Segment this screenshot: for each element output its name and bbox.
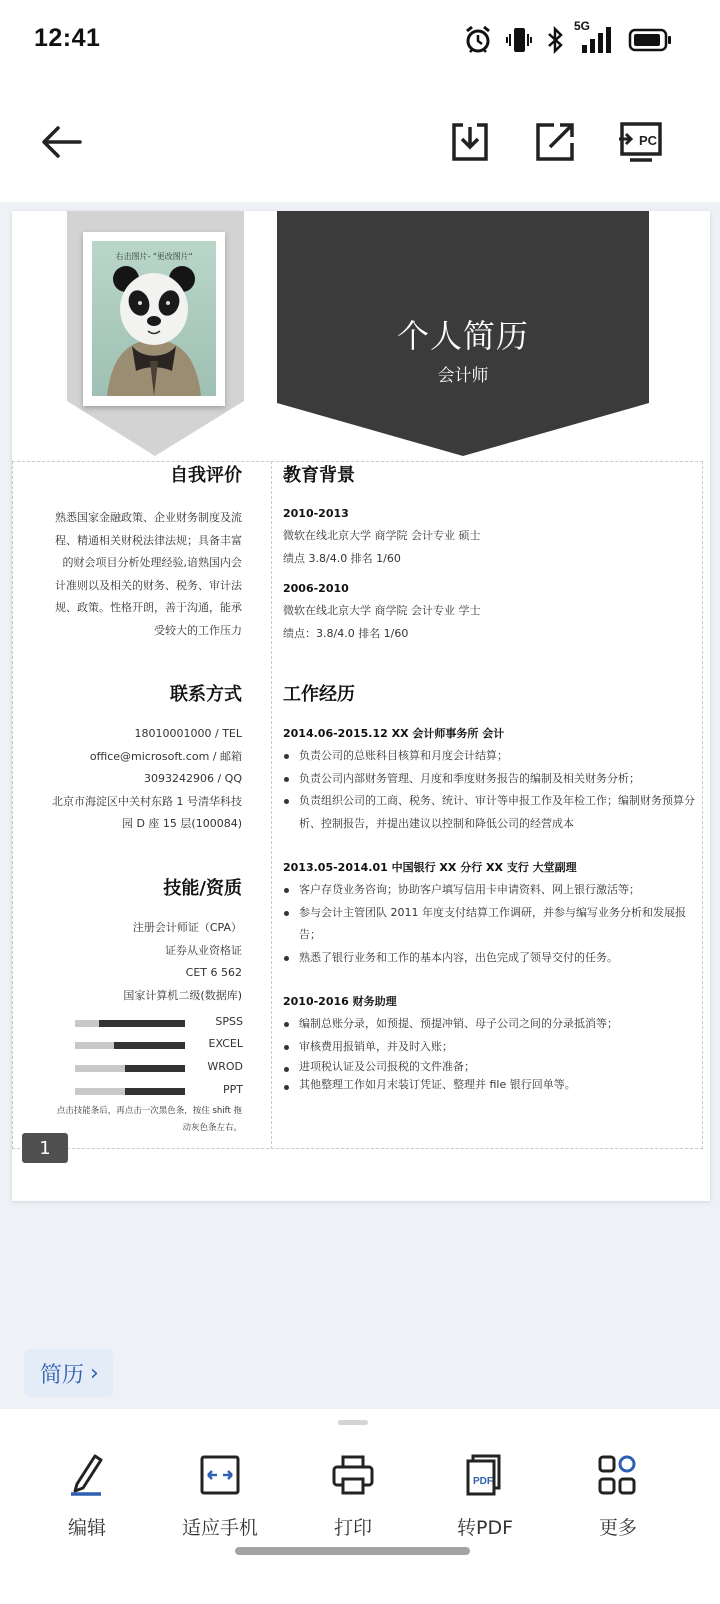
skill-bar-row[interactable] xyxy=(75,1015,243,1033)
work-bullets xyxy=(283,1013,695,1094)
self-eval-line: 程、精通相关财税法律法规；具备丰富 xyxy=(55,533,242,547)
fit-phone-button[interactable] xyxy=(160,1451,280,1540)
work-bullets xyxy=(283,879,695,969)
bottom-toolbar xyxy=(0,1409,720,1604)
pc-transfer-icon xyxy=(618,121,664,167)
skills-certs xyxy=(37,917,242,1007)
skill-bar-fill[interactable] xyxy=(114,1042,186,1049)
skill-bar[interactable] xyxy=(75,1065,185,1072)
alarm-icon xyxy=(464,25,492,55)
download-icon xyxy=(449,121,491,167)
self-eval-text xyxy=(37,507,242,642)
back-button[interactable] xyxy=(38,120,86,168)
education-heading: 教育背景 xyxy=(283,465,355,486)
share-icon xyxy=(534,121,576,167)
edu-date: 2006-2010 xyxy=(283,582,349,595)
skill-note xyxy=(37,1103,242,1137)
breadcrumb-label: 简历 xyxy=(40,1362,85,1388)
skill-bar[interactable] xyxy=(75,1020,185,1027)
chevron-right-icon: › xyxy=(90,1360,99,1386)
skill-note-line: 动灰色条左右。 xyxy=(182,1123,242,1133)
column-divider xyxy=(271,461,272,1149)
breadcrumb-button[interactable] xyxy=(24,1349,113,1397)
bluetooth-icon xyxy=(546,25,564,55)
print-button[interactable] xyxy=(293,1451,413,1540)
fit-phone-label: 适应手机 xyxy=(181,1517,258,1539)
contact-address: 北京市海淀区中关村东路 1 号清华科技 xyxy=(52,794,242,808)
work-bullet: 熟悉了银行业务和工作的基本内容，出色完成了领导交付的任务。 xyxy=(283,947,695,970)
work-header: 2010-2016 财务助理 xyxy=(283,995,397,1008)
resume-title: 个人简历 xyxy=(396,317,529,355)
to-pdf-button[interactable] xyxy=(425,1451,545,1540)
contact-phone: 18010001000 / TEL xyxy=(134,727,242,740)
work-bullet: 进项税认证及公司报税的文件准备； xyxy=(283,1058,695,1076)
work-header: 2014.06-2015.12 XX 会计师事务所 会计 xyxy=(283,727,505,740)
home-indicator xyxy=(235,1547,470,1555)
work-entry xyxy=(283,993,695,1094)
cert-item: 国家计算机二级(数据库) xyxy=(123,988,242,1002)
cert-item: 注册会计师证（CPA） xyxy=(132,921,242,934)
work-bullet: 编制总账分录，如预提、预提冲销、母子公司之间的分录抵消等； xyxy=(283,1013,695,1036)
vibrate-icon xyxy=(506,25,532,55)
self-eval-heading: 自我评价 xyxy=(170,465,242,486)
top-toolbar xyxy=(0,82,720,202)
panda-photo xyxy=(92,241,216,396)
edit-label: 编辑 xyxy=(67,1517,106,1539)
pc-transfer-button[interactable] xyxy=(617,120,665,168)
status-icons xyxy=(464,19,672,56)
work-bullet: 负责公司的总账科目核算和月度会计结算； xyxy=(283,745,695,768)
pen-icon xyxy=(27,1451,147,1499)
skill-bar[interactable] xyxy=(75,1088,185,1095)
contact-section xyxy=(37,680,242,706)
drag-handle[interactable] xyxy=(338,1420,368,1425)
skill-bar-row[interactable] xyxy=(75,1037,243,1055)
back-arrow-icon xyxy=(40,124,84,164)
photo-caption: 右击图片- "更改图片" xyxy=(115,252,193,261)
work-bullet: 审核费用报销单，并及时入账； xyxy=(283,1036,695,1059)
contact-email: office@microsoft.com / 邮箱 xyxy=(89,749,242,763)
printer-icon xyxy=(293,1451,413,1499)
battery-icon xyxy=(628,27,672,53)
contact-text xyxy=(37,723,242,836)
skill-bar-fill[interactable] xyxy=(99,1020,185,1027)
skill-bar-fill[interactable] xyxy=(125,1088,186,1095)
skill-label: EXCEL xyxy=(208,1037,243,1050)
edu-school: 微软在线北京大学 商学院 会计专业 学士 xyxy=(283,604,481,617)
education-section xyxy=(283,461,695,487)
page-number-badge: 1 xyxy=(22,1133,68,1163)
skill-bar-fill[interactable] xyxy=(125,1065,186,1072)
self-eval-section xyxy=(37,461,242,487)
skill-bar-row[interactable] xyxy=(75,1083,243,1101)
work-section xyxy=(283,680,695,706)
cert-item: CET 6 562 xyxy=(185,966,242,979)
status-time: 12:41 xyxy=(34,24,101,52)
work-bullet: 其他整理工作如月末装订凭证、整理并 file 银行回单等。 xyxy=(283,1076,695,1094)
skills-heading: 技能/资质 xyxy=(163,878,242,899)
share-button[interactable] xyxy=(531,120,579,168)
cert-item: 证券从业资格证 xyxy=(165,943,242,957)
fit-screen-icon xyxy=(160,1451,280,1499)
self-eval-line: 规、政策。性格开朗，善于沟通，能承 xyxy=(55,601,242,614)
work-entry xyxy=(283,859,695,969)
network-label: 5G xyxy=(574,19,591,33)
more-label: 更多 xyxy=(598,1517,637,1539)
skill-note-line: 点击技能条后，再点击一次黑色条，按住 shift 拖 xyxy=(56,1106,242,1116)
self-eval-line: 的财会项目分析处理经验,谙熟国内会 xyxy=(62,556,242,569)
resume-page[interactable] xyxy=(12,211,710,1201)
more-apps-icon xyxy=(558,1451,678,1499)
profile-photo[interactable] xyxy=(83,232,225,406)
contact-address: 园 D 座 15 层(100084) xyxy=(121,817,242,830)
signal-icon xyxy=(574,19,614,55)
print-label: 打印 xyxy=(333,1517,372,1539)
status-bar xyxy=(0,0,720,82)
work-bullet: 参与会计主管团队 2011 年度支付结算工作调研，并参与编写业务分析和发展报告； xyxy=(283,902,695,947)
work-heading: 工作经历 xyxy=(283,684,355,705)
skill-label: SPSS xyxy=(215,1015,243,1028)
edu-score: 绩点：3.8/4.0 排名 1/60 xyxy=(283,627,409,640)
edit-button[interactable] xyxy=(27,1451,147,1540)
work-bullet: 负责公司内部财务管理、月度和季度财务报告的编制及相关财务分析； xyxy=(283,768,695,791)
more-button[interactable] xyxy=(558,1451,678,1540)
self-eval-line: 计准则以及相关的财务、税务、审计法 xyxy=(55,578,242,592)
to-pdf-label: 转PDF xyxy=(456,1517,514,1539)
edu-school: 微软在线北京大学 商学院 会计专业 硕士 xyxy=(283,529,481,542)
education-list xyxy=(283,507,695,645)
work-bullet: 负责组织公司的工商、税务、统计、审计等申报工作及年检工作；编制财务预算分析、控制报告，并提出建议以控制和降低公司的经营成本 xyxy=(283,790,695,835)
resume-subtitle: 会计师 xyxy=(437,366,489,386)
pdf-icon xyxy=(425,1451,545,1499)
edu-date: 2010-2013 xyxy=(283,507,349,520)
skill-label: WROD xyxy=(207,1060,243,1073)
contact-qq: 3093242906 / QQ xyxy=(143,772,242,785)
skills-section xyxy=(37,874,242,900)
self-eval-line: 受较大的工作压力 xyxy=(154,623,242,637)
work-header: 2013.05-2014.01 中国银行 XX 分行 XX 支行 大堂副理 xyxy=(283,861,577,874)
work-entry xyxy=(283,725,695,835)
skill-bar[interactable] xyxy=(75,1042,185,1049)
download-button[interactable] xyxy=(446,120,494,168)
pc-label: PC xyxy=(639,133,658,148)
self-eval-line: 熟悉国家金融政策、企业财务制度及流 xyxy=(55,511,242,524)
edu-score: 绩点 3.8/4.0 排名 1/60 xyxy=(283,552,401,565)
skill-bar-row[interactable] xyxy=(75,1060,243,1078)
skill-label: PPT xyxy=(223,1083,243,1096)
work-bullets xyxy=(283,745,695,835)
work-bullet: 客户存贷业务咨询；协助客户填写信用卡申请资料、网上银行激活等； xyxy=(283,879,695,902)
contact-heading: 联系方式 xyxy=(170,684,242,705)
pdf-icon-label: PDF xyxy=(473,1476,493,1487)
